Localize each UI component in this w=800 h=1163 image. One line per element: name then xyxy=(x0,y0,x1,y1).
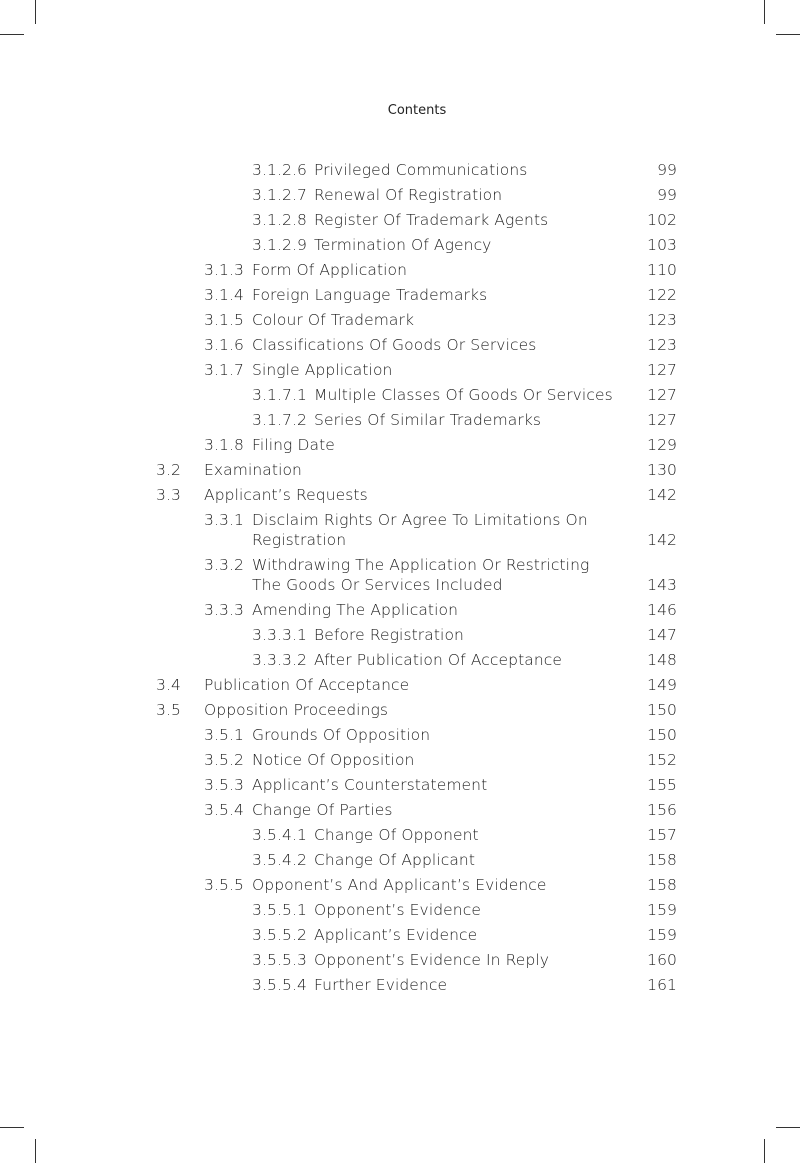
toc-title: Applicant’s Requests xyxy=(204,486,368,504)
toc-number: 3.5.5.3 xyxy=(252,951,307,969)
toc-page: 99 xyxy=(657,186,677,204)
crop-mark-bottom-left-horizontal xyxy=(0,1127,24,1128)
toc-title: Applicant’s Counterstatement xyxy=(252,776,488,794)
toc-title: Series Of Similar Trademarks xyxy=(314,411,542,429)
toc-number: 3.1.7.2 xyxy=(252,411,307,429)
toc-number: 3.1.5 xyxy=(204,311,244,329)
toc-number: 3.1.6 xyxy=(204,336,244,354)
toc-number: 3.3.3 xyxy=(204,601,244,619)
toc-number: 3.3.3.2 xyxy=(252,651,307,669)
toc-title: Multiple Classes Of Goods Or Services xyxy=(314,386,613,404)
toc-page: 99 xyxy=(657,161,677,179)
toc-title: Change Of Parties xyxy=(252,801,393,819)
toc-title: Single Application xyxy=(252,361,393,379)
toc-title: Change Of Opponent xyxy=(314,826,479,844)
toc-title: Privileged Communications xyxy=(314,161,528,179)
toc-page: 150 xyxy=(647,701,677,719)
toc-page: 158 xyxy=(647,851,677,869)
toc-title: Applicant’s Evidence xyxy=(314,926,478,944)
toc-page: 160 xyxy=(647,951,677,969)
toc-page: 127 xyxy=(647,386,677,404)
toc-page: 127 xyxy=(647,361,677,379)
toc-number: 3.3.1 xyxy=(204,511,244,529)
toc-page: 152 xyxy=(647,751,677,769)
toc-number: 3.5.1 xyxy=(204,726,244,744)
toc-title: Form Of Application xyxy=(252,261,408,279)
toc-number: 3.2 xyxy=(156,461,181,479)
toc-title: Filing Date xyxy=(252,436,335,454)
toc-page: 130 xyxy=(647,461,677,479)
toc-number: 3.1.7.1 xyxy=(252,386,307,404)
toc-title: Classifications Of Goods Or Services xyxy=(252,336,537,354)
toc-title: Register Of Trademark Agents xyxy=(314,211,549,229)
toc-title: Renewal Of Registration xyxy=(314,186,503,204)
toc-number: 3.5.2 xyxy=(204,751,244,769)
toc-page: 127 xyxy=(647,411,677,429)
crop-mark-top-left-vertical xyxy=(35,0,36,24)
toc-page: 122 xyxy=(647,286,677,304)
toc-page: 123 xyxy=(647,336,677,354)
toc-title-continuation: The Goods Or Services Included xyxy=(252,576,503,594)
toc-number: 3.1.8 xyxy=(204,436,244,454)
toc-number: 3.5.4.1 xyxy=(252,826,307,844)
toc-title: Before Registration xyxy=(314,626,464,644)
toc-page: 142 xyxy=(647,486,677,504)
toc-title: Opponent’s And Applicant’s Evidence xyxy=(252,876,547,894)
toc-number: 3.5.5.2 xyxy=(252,926,307,944)
toc-title: Examination xyxy=(204,461,302,479)
toc-title: Amending The Application xyxy=(252,601,459,619)
toc-number: 3.5 xyxy=(156,701,181,719)
toc-number: 3.1.2.6 xyxy=(252,161,307,179)
toc-page: 159 xyxy=(647,926,677,944)
toc-number: 3.1.2.7 xyxy=(252,186,307,204)
toc-title: Grounds Of Opposition xyxy=(252,726,431,744)
toc-title: Termination Of Agency xyxy=(314,236,492,254)
toc-title: Withdrawing The Application Or Restricting xyxy=(252,556,590,574)
crop-mark-top-right-vertical xyxy=(764,0,765,24)
toc-page: 142 xyxy=(647,531,677,549)
toc-page: 123 xyxy=(647,311,677,329)
toc-page: 129 xyxy=(647,436,677,454)
toc-page: 110 xyxy=(647,261,677,279)
toc-number: 3.5.5.1 xyxy=(252,901,307,919)
crop-mark-bottom-right-horizontal xyxy=(776,1127,800,1128)
toc-page: 103 xyxy=(647,236,677,254)
toc-title: Further Evidence xyxy=(314,976,448,994)
toc-number: 3.5.5.4 xyxy=(252,976,307,994)
toc-page: 147 xyxy=(647,626,677,644)
toc-title: Change Of Applicant xyxy=(314,851,476,869)
crop-mark-top-right-horizontal xyxy=(776,34,800,35)
toc-number: 3.5.3 xyxy=(204,776,244,794)
crop-mark-top-left-horizontal xyxy=(0,34,24,35)
toc-page: 156 xyxy=(647,801,677,819)
toc-page: 143 xyxy=(647,576,677,594)
toc-number: 3.1.2.8 xyxy=(252,211,307,229)
toc-title: Publication Of Acceptance xyxy=(204,676,410,694)
toc-number: 3.5.5 xyxy=(204,876,244,894)
toc-page: 157 xyxy=(647,826,677,844)
toc-title: Opponent’s Evidence In Reply xyxy=(314,951,550,969)
toc-page: 158 xyxy=(647,876,677,894)
toc-number: 3.1.4 xyxy=(204,286,244,304)
toc-page: 102 xyxy=(647,211,677,229)
toc-page: 155 xyxy=(647,776,677,794)
toc-title: Notice Of Opposition xyxy=(252,751,415,769)
toc-number: 3.5.4 xyxy=(204,801,244,819)
toc-page: 149 xyxy=(647,676,677,694)
crop-mark-bottom-left-vertical xyxy=(35,1139,36,1163)
toc-title: Foreign Language Trademarks xyxy=(252,286,488,304)
toc-title: Colour Of Trademark xyxy=(252,311,415,329)
toc-number: 3.5.4.2 xyxy=(252,851,307,869)
toc-number: 3.1.3 xyxy=(204,261,244,279)
toc-title: Opponent’s Evidence xyxy=(314,901,481,919)
toc-number: 3.3.2 xyxy=(204,556,244,574)
toc-number: 3.1.2.9 xyxy=(252,236,307,254)
toc-page: 161 xyxy=(647,976,677,994)
toc-page: 146 xyxy=(647,601,677,619)
toc-title: Disclaim Rights Or Agree To Limitations On xyxy=(252,511,588,529)
toc-page: 159 xyxy=(647,901,677,919)
toc-title: After Publication Of Acceptance xyxy=(314,651,563,669)
toc-number: 3.1.7 xyxy=(204,361,244,379)
toc-number: 3.3.3.1 xyxy=(252,626,307,644)
toc-title: Opposition Proceedings xyxy=(204,701,389,719)
toc-page: 148 xyxy=(647,651,677,669)
toc-page: 150 xyxy=(647,726,677,744)
toc-number: 3.3 xyxy=(156,486,181,504)
toc-number: 3.4 xyxy=(156,676,181,694)
running-header: Contents xyxy=(387,103,447,118)
toc-title-continuation: Registration xyxy=(252,531,347,549)
crop-mark-bottom-right-vertical xyxy=(764,1139,765,1163)
